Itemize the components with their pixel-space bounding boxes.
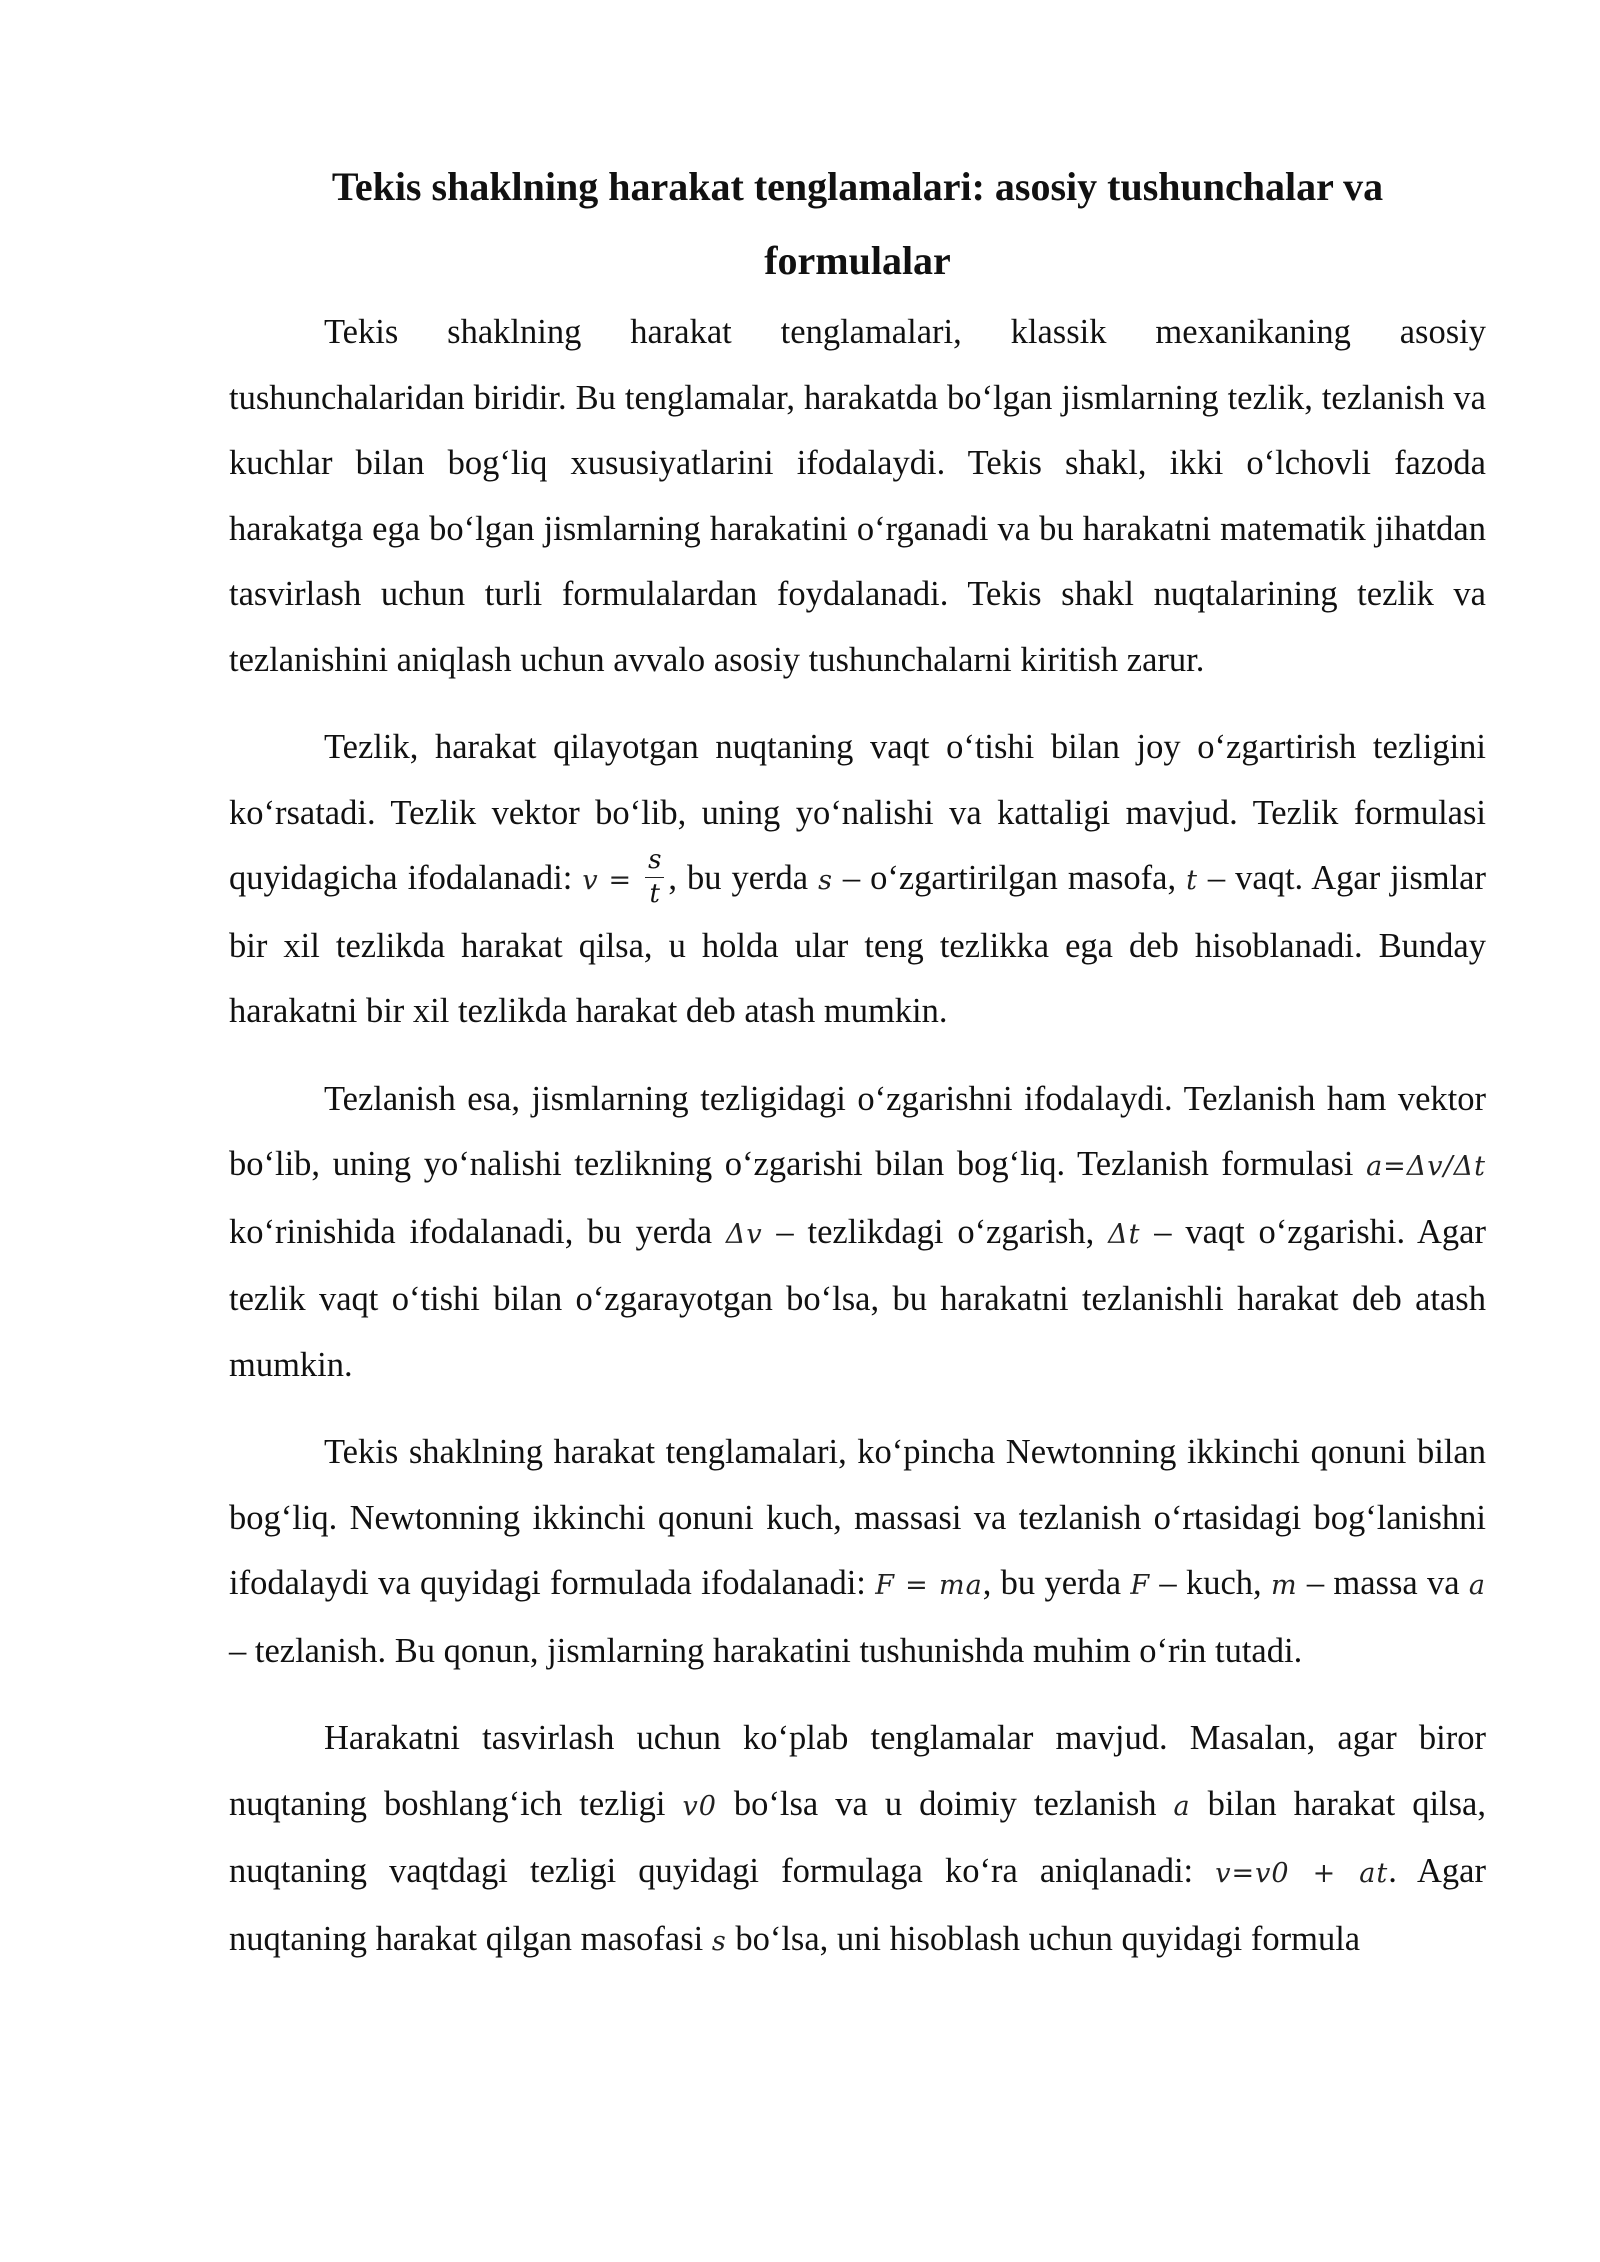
- acceleration-symbol: a: [1173, 1790, 1191, 1822]
- text-run: – o‘zgartirilgan masofa,: [832, 859, 1187, 897]
- text-run: – tezlanish. Bu qonun, jismlarning harakatini tushunishda muhim o‘rin tutadi.: [229, 1631, 1303, 1670]
- text-run: bo‘lsa, uni hisoblash uchun quyidagi formula: [726, 1919, 1361, 1958]
- text-run: Harakatni tasvirlash uchun ko‘plab tenglamalar mavjud. Masalan, agar biror nuqtaning boshlang‘ich tezligi: [229, 1719, 1486, 1823]
- text-run: bo‘lsa va u doimiy tezlanish: [716, 1784, 1174, 1823]
- distance-symbol: s: [818, 865, 833, 896]
- fraction-denominator: t: [649, 879, 660, 910]
- title-line-2: formulalar: [764, 238, 951, 283]
- text-run: , bu yerda: [668, 859, 819, 897]
- text-run: Tekis shaklning harakat tenglamalari, ko‘pincha Newtonning ikkinchi qonuni bilan bog‘liq. Newtonning ikkinchi qonuni kuch, massasi va tezlanish o‘rtasidagi bog‘lanishni ifodalaydi va quyidagi formulada ifodalanadi:: [229, 1433, 1486, 1602]
- force-symbol: F: [1130, 1570, 1151, 1601]
- text-run: bilan harakat qilsa, nuqtaning vaqtdagi tezligi quyidagi formulaga ko‘ra aniqlanadi:: [229, 1784, 1486, 1890]
- text-run: . Agar nuqtaning harakat qilgan masofasi: [229, 1852, 1486, 1958]
- velocity-time-formula: v=v0 + at: [1215, 1858, 1389, 1889]
- paragraph-velocity: [229, 715, 1486, 1045]
- newton-formula: F = ma: [875, 1570, 983, 1601]
- fraction-numerator: s: [645, 847, 664, 878]
- mass-symbol: m: [1270, 1570, 1298, 1601]
- paragraph-acceleration: [229, 1067, 1486, 1399]
- time-symbol: t: [1186, 865, 1198, 896]
- paragraph-intro: [229, 300, 1486, 693]
- document-title: [229, 150, 1486, 298]
- text-run: ko‘rinishida ifodalanadi, bu yerda: [229, 1212, 726, 1251]
- text-run: , bu yerda: [982, 1564, 1131, 1602]
- acceleration-formula: a=Δv/Δt: [1366, 1151, 1486, 1182]
- text-run: – vaqt. Agar jismlar bir xil tezlikda harakat qilsa, u holda ular teng tezlikka ega deb hisoblanadi. Bunday harakatni bir xil tezlikda harakat deb atash mumkin.: [229, 859, 1486, 1030]
- delta-v-symbol: Δv: [725, 1218, 763, 1250]
- velocity-symbol: v: [582, 865, 599, 896]
- text-run: Tezlanish esa, jismlarning tezligidagi o‘zgarishni ifodalaydi. Tezlanish ham vektor bo‘lib, uning yo‘nalishi tezlikning o‘zgarishi bilan bog‘liq. Tezlanish formulasi: [229, 1079, 1486, 1183]
- velocity-fraction: [645, 845, 664, 910]
- text-run: – vaqt o‘zgarishi. Agar tezlik vaqt o‘tishi bilan o‘zgarayotgan bo‘lsa, bu harakatni tezlanishli harakat deb atash mumkin.: [229, 1212, 1486, 1384]
- delta-t-symbol: Δt: [1108, 1218, 1141, 1250]
- equals-sign: =: [598, 865, 642, 896]
- acceleration-symbol: a: [1468, 1570, 1486, 1601]
- text-run: – massa va: [1297, 1564, 1469, 1602]
- text-run: – kuch,: [1150, 1564, 1271, 1602]
- paragraph-intro-text: Tekis shaklning harakat tenglamalari, klassik mexanikaning asosiy tushunchalaridan biridir. Bu tenglamalar, harakatda bo‘lgan jismlarning tezlik, tezlanish va kuchlar bilan bog‘liq xususiyatlarini ifodalaydi. Tekis shakl, ikki o‘lchovli fazoda harakatga ega bo‘lgan jismlarning harakatini o‘rganadi va bu harakatni matematik jihatdan tasvirlash uchun turli formulalardan foydalanadi. Tekis shakl nuqtalarining tezlik va tezlanishini aniqlash uchun avvalo asosiy tushunchalarni kiritish zarur.: [229, 313, 1486, 679]
- paragraph-newton: [229, 1420, 1486, 1684]
- text-run: Tezlik, harakat qilayotgan nuqtaning vaqt o‘tishi bilan joy o‘zgartirish tezligini ko‘rsatadi. Tezlik vektor bo‘lib, uning yo‘nalishi va kattaligi mavjud. Tezlik formulasi quyidagicha ifodalanadi:: [229, 728, 1486, 897]
- text-run: – tezlikdagi o‘zgarish,: [762, 1212, 1109, 1251]
- paragraph-kinematics: [229, 1706, 1486, 1974]
- title-line-1: Tekis shaklning harakat tenglamalari: asosiy tushunchalar va: [331, 164, 1384, 209]
- initial-velocity-symbol: v0: [682, 1790, 717, 1822]
- distance-symbol: s: [711, 1925, 727, 1957]
